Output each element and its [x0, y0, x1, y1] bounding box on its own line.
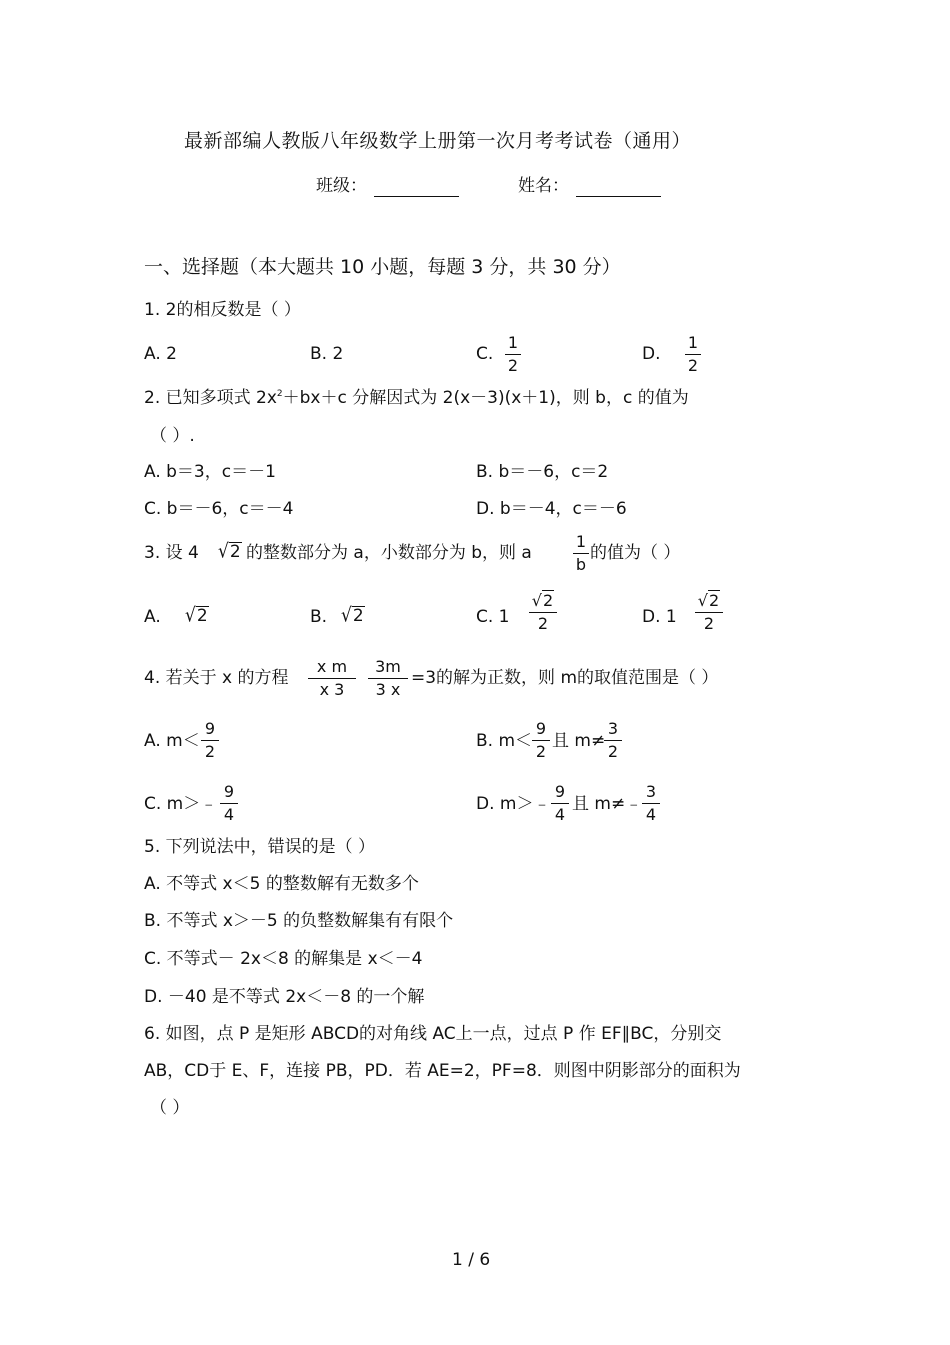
q3-b-sqrt: √2	[341, 604, 364, 628]
q3-option-d: D. 1	[642, 607, 677, 627]
q1-stem: 1. 2的相反数是（ ）	[144, 300, 301, 320]
q6-stem-line1: 6. 如图，点 P 是矩形 ABCD的对角线 AC上一点，过点 P 作 EF∥BC，分别交	[144, 1024, 722, 1044]
page-number: 1 / 6	[452, 1250, 491, 1270]
q6-stem-line3: （ ）	[150, 1098, 190, 1118]
page-title: 最新部编人教版八年级数学上册第一次月考考试卷（通用）	[184, 130, 692, 152]
q4-b-condition: 且 m≠	[552, 731, 606, 751]
q1-option-d: D.	[642, 344, 661, 364]
q4-option-c: C. m＞﹣	[144, 794, 218, 814]
q4-b-fraction-1: 9 2	[532, 721, 550, 760]
q3-d-fraction: √2 2	[695, 593, 723, 632]
q2-option-a: A. b＝3，c＝－1	[144, 462, 276, 482]
q4-option-a: A. m＜	[144, 731, 200, 751]
q2-option-d: D. b＝－4，c＝－6	[476, 499, 627, 519]
q4-option-d: D. m＞﹣	[476, 794, 551, 814]
name-label: 姓名：	[518, 176, 569, 196]
q5-stem: 5. 下列说法中，错误的是（ ）	[144, 837, 376, 857]
section-heading: 一、选择题（本大题共 10 小题，每题 3 分，共 30 分）	[144, 256, 621, 278]
q5-option-a: A. 不等式 x＜5 的整数解有无数多个	[144, 874, 419, 894]
q2-option-b: B. b＝－6，c＝2	[476, 462, 609, 482]
q3-a-sqrt: √2	[185, 604, 208, 628]
q5-option-d: D. －40 是不等式 2x＜－8 的一个解	[144, 987, 425, 1007]
q4-fraction-1: x m x 3	[308, 659, 356, 698]
q4-d-fraction-2: 3 4	[642, 784, 660, 823]
q4-option-b: B. m＜	[476, 731, 533, 751]
q3-option-a: A.	[144, 607, 161, 627]
q3-stem-mid: 的整数部分为 a，小数部分为 b，则 a	[246, 543, 532, 563]
name-blank[interactable]	[576, 195, 661, 197]
q3-stem-post: 的值为（ ）	[590, 543, 681, 563]
q3-sqrt: √2	[218, 540, 241, 564]
q5-option-c: C. 不等式－ 2x＜8 的解集是 x＜－4	[144, 949, 423, 969]
q4-fraction-2: 3m 3 x	[368, 659, 408, 698]
q4-stem-post: =3的解为正数，则 m的取值范围是（ ）	[411, 668, 719, 688]
q4-b-fraction-2: 3 2	[604, 721, 622, 760]
q1-d-fraction: 1 2	[685, 335, 701, 374]
q1-option-c: C.	[476, 344, 494, 364]
q1-c-fraction: 1 2	[505, 335, 521, 374]
q3-option-b: B.	[310, 607, 328, 627]
q3-fraction: 1 b	[573, 534, 589, 573]
q3-c-fraction: √2 2	[529, 593, 557, 632]
q4-d-fraction-1: 9 4	[551, 784, 569, 823]
q2-stem: 2. 已知多项式 $2x^2+bx+c$ 分解因式为 2(x－3)(x＋1)，则 b，c 的值为	[144, 388, 689, 408]
q5-option-b: B. 不等式 x＞－5 的负整数解集有有限个	[144, 911, 454, 931]
q2-stem-line2: （ ）.	[150, 426, 195, 446]
q3-option-c: C. 1	[476, 607, 510, 627]
q4-stem-pre: 4. 若关于 x 的方程	[144, 668, 289, 688]
q4-d-condition: 且 m≠﹣	[572, 794, 643, 814]
class-blank[interactable]	[374, 195, 459, 197]
q1-option-a: A. 2	[144, 344, 177, 364]
q4-a-fraction: 9 2	[201, 721, 219, 760]
q3-stem-pre: 3. 设 4	[144, 543, 199, 563]
class-label: 班级：	[316, 176, 367, 196]
q2-option-c: C. b＝－6，c＝－4	[144, 499, 294, 519]
q1-option-b: B. 2	[310, 344, 344, 364]
q4-c-fraction: 9 4	[220, 784, 238, 823]
q6-stem-line2: AB，CD于 E、F，连接 PB，PD．若 AE=2，PF=8．则图中阴影部分的面积为	[144, 1061, 741, 1081]
